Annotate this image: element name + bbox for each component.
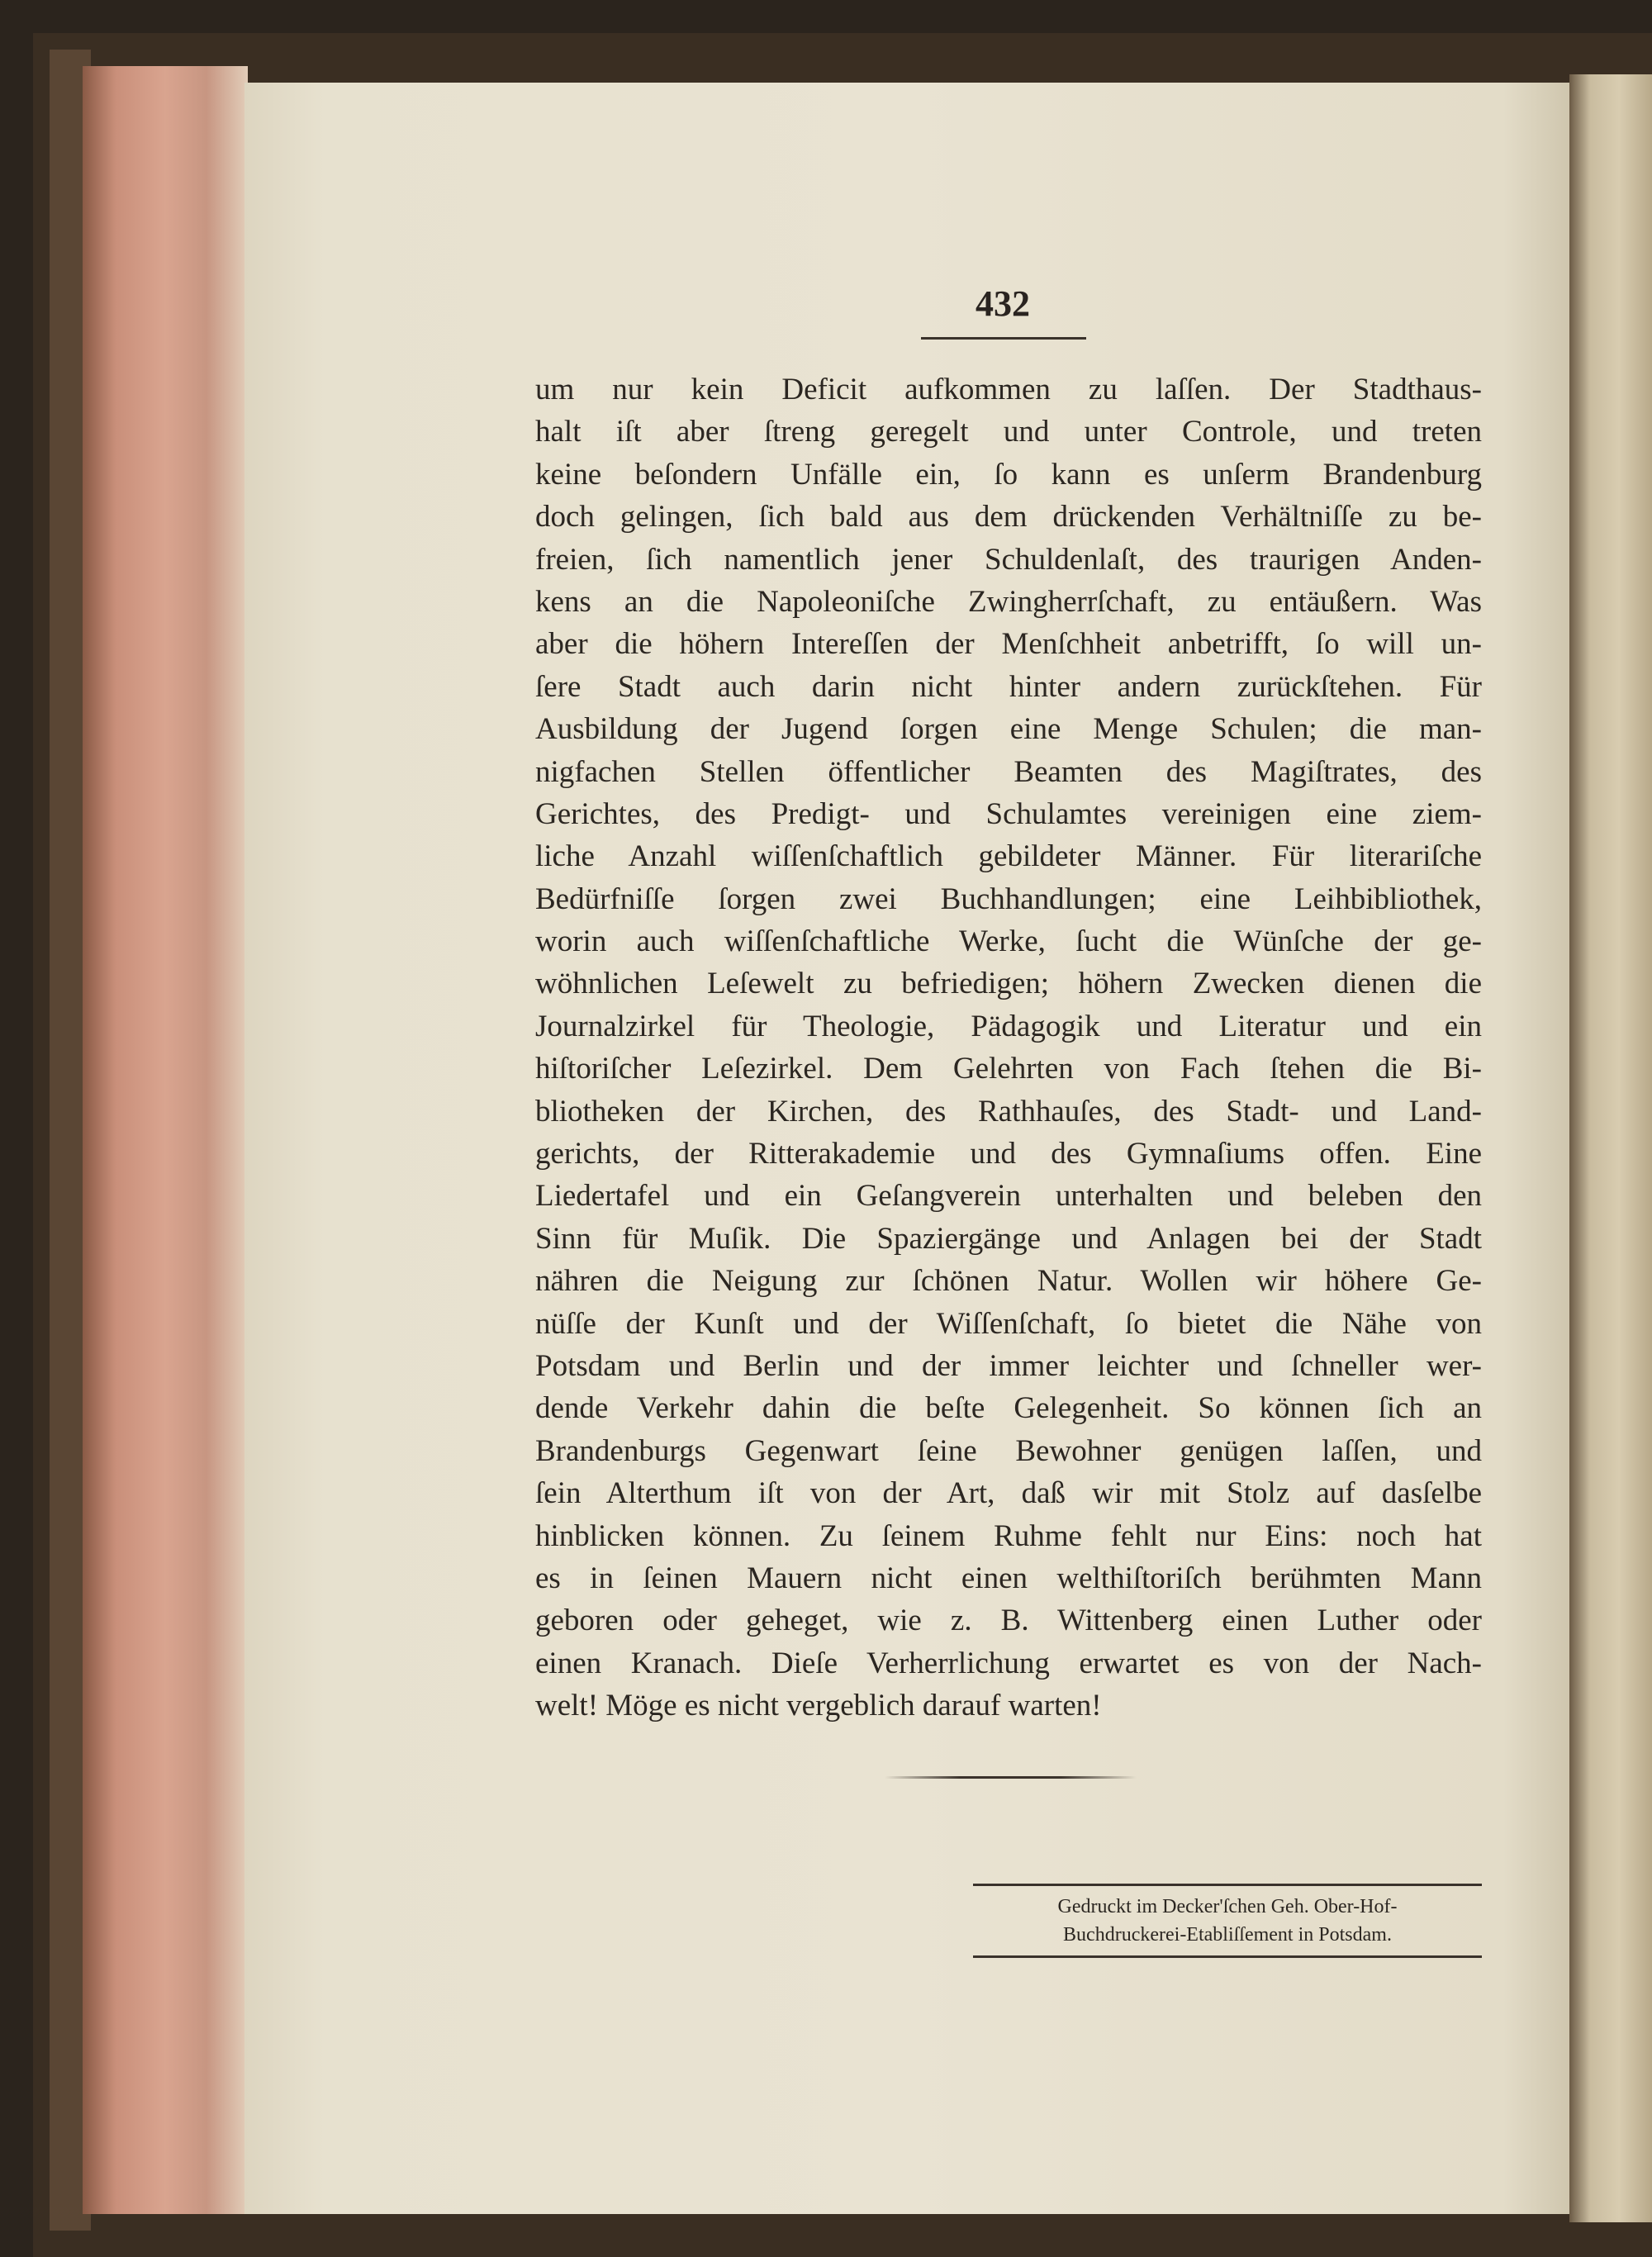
printer-imprint	[973, 1884, 1482, 1958]
text-line: wöhnlichen Leſewelt zu befriedigen; höhern Zwecken dienen die	[535, 967, 1482, 1001]
text-line: ſere Stadt auch darin nicht hinter andern zurückſtehen. Für	[535, 669, 1482, 704]
text-line: es in ſeinen Mauern nicht einen welthiſtoriſch berühmten Mann	[535, 1561, 1482, 1595]
text-line: aber die höhern Intereſſen der Menſchheit anbetrifft, ſo will un-	[535, 627, 1482, 662]
text-line: Ausbildung der Jugend ſorgen eine Menge Schulen; die man-	[535, 712, 1482, 747]
text-line: Sinn für Muſik. Die Spaziergänge und Anlagen bei der Stadt	[535, 1221, 1482, 1256]
text-line: bliotheken der Kirchen, des Rathhauſes, des Stadt- und Land-	[535, 1094, 1482, 1128]
text-line: freien, ſich namentlich jener Schuldenlaſt, des traurigen Anden-	[535, 542, 1482, 577]
text-line: hinblicken können. Zu ſeinem Ruhme fehlt nur Eins: noch hat	[535, 1518, 1482, 1553]
text-line: um nur kein Deficit aufkommen zu laſſen. Der Stadthaus-	[535, 373, 1482, 406]
text-line: halt iſt aber ſtreng geregelt und unter Controle, und treten	[535, 415, 1482, 449]
text-line: dende Verkehr dahin die beſte Gelegenheit. So können ſich an	[535, 1391, 1482, 1426]
page-edges	[83, 66, 248, 2214]
text-line: einen Kranach. Dieſe Verherrlichung erwartet es von der Nach-	[535, 1646, 1482, 1680]
text-line: hiſtoriſcher Leſezirkel. Dem Gelehrten von Fach ſtehen die Bi-	[535, 1052, 1482, 1086]
text-line: welt! Möge es nicht vergeblich darauf warten!	[535, 1689, 1102, 1723]
facing-page-edge	[1569, 74, 1652, 2222]
text-line: Liedertafel und ein Geſangverein unterhalten und beleben den	[535, 1179, 1482, 1214]
text-line: worin auch wiſſenſchaftliche Werke, ſucht die Wünſche der ge-	[535, 924, 1482, 959]
text-line: keine beſondern Unfälle ein, ſo kann es unſerm Brandenburg	[535, 457, 1482, 492]
text-line: gerichts, der Ritterakademie und des Gymnaſiums offen. Eine	[535, 1137, 1482, 1171]
imprint-line: Buchdruckerei-Etabliſſement in Potsdam.	[1063, 1924, 1392, 1946]
text-line: kens an die Napoleoniſche Zwingherrſchaft, zu entäußern. Was	[535, 584, 1482, 619]
text-line: geboren oder geheget, wie z. B. Wittenberg einen Luther oder	[535, 1604, 1482, 1638]
header-rule	[921, 337, 1086, 340]
text-line: Journalzirkel für Theologie, Pädagogik und Literatur und ein	[535, 1009, 1482, 1043]
page-number: 432	[976, 283, 1030, 324]
text-line: Potsdam und Berlin und der immer leichter und ſchneller wer-	[535, 1348, 1482, 1383]
imprint-line: Gedruckt im Decker'ſchen Geh. Ober-Hof-	[1057, 1896, 1398, 1917]
text-line: nigfachen Stellen öffentlicher Beamten des Magiſtrates, des	[535, 754, 1482, 789]
body-text	[535, 368, 1482, 1727]
text-line: nähren die Neigung zur ſchönen Natur. Wollen wir höhere Ge-	[535, 1264, 1482, 1299]
text-line: liche Anzahl wiſſenſchaftlich gebildeter Männer. Für literariſche	[535, 839, 1482, 874]
text-line: Bedürfniſſe ſorgen zwei Buchhandlungen; eine Leihbibliothek,	[535, 881, 1482, 916]
text-line: doch gelingen, ſich bald aus dem drückenden Verhältniſſe zu be-	[535, 500, 1482, 535]
text-line: Gerichtes, des Predigt- und Schulamtes vereinigen eine ziem-	[535, 796, 1482, 831]
end-rule	[885, 1776, 1137, 1779]
text-line: nüſſe der Kunſt und der Wiſſenſchaft, ſo bietet die Nähe von	[535, 1306, 1482, 1341]
text-line: Brandenburgs Gegenwart ſeine Bewohner genügen laſſen, und	[535, 1433, 1482, 1468]
text-line: ſein Alterthum iſt von der Art, daß wir mit Stolz auf dasſelbe	[535, 1476, 1482, 1511]
